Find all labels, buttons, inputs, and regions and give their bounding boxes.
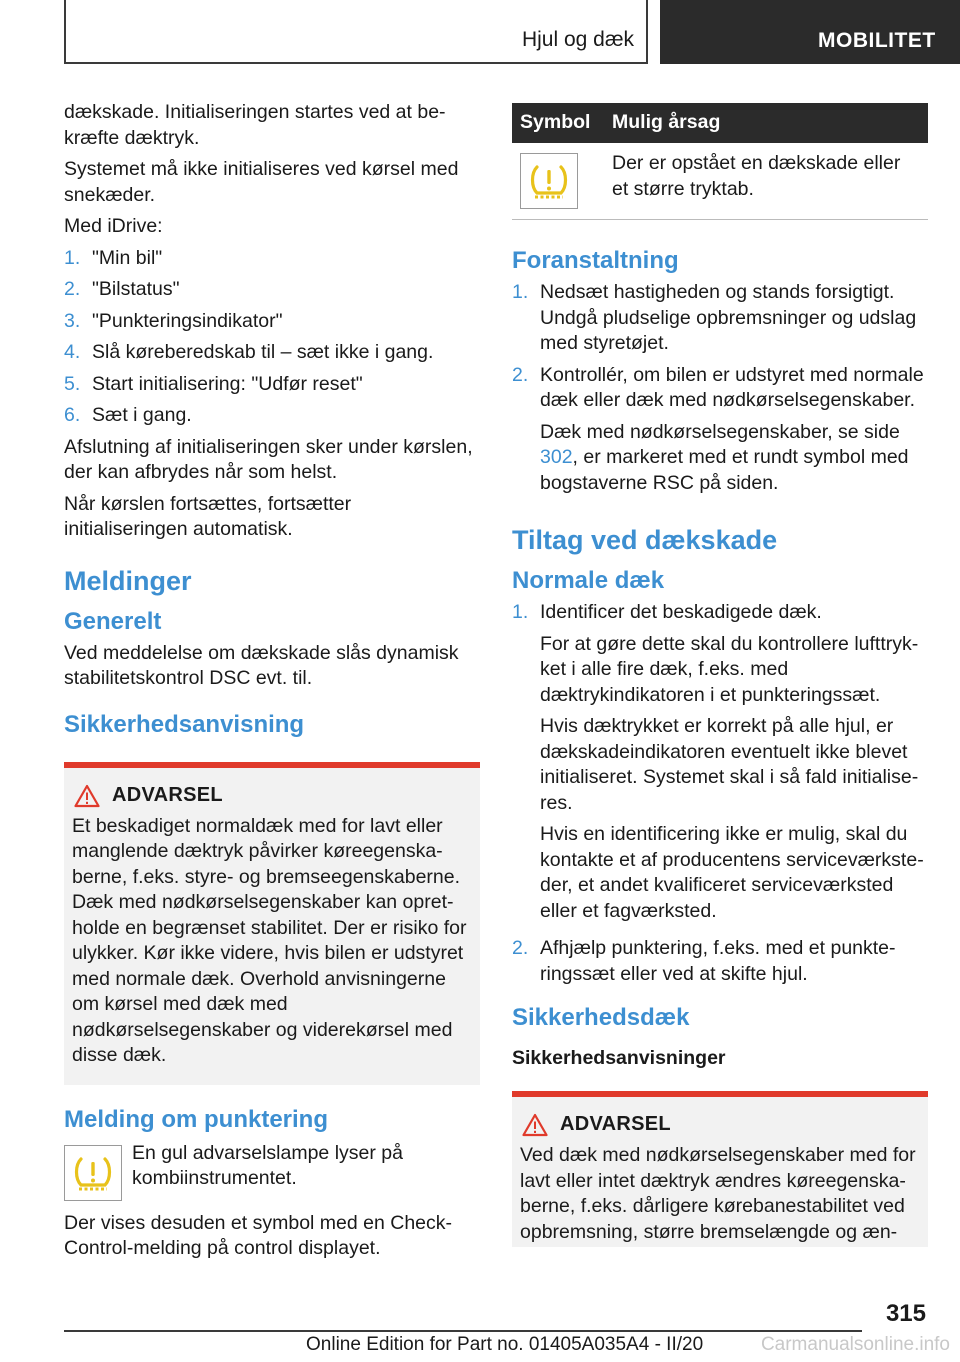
list-item bbox=[64, 277, 480, 303]
subtext-part: , er markeret med et rundt symbol med bogstaverne RSC på siden. bbox=[540, 446, 909, 494]
lamp-message-row bbox=[64, 1141, 480, 1201]
list-item bbox=[512, 280, 928, 357]
footer-edition: Online Edition for Part no. 01405A035A4 - II/20 bbox=[306, 1334, 704, 1355]
list-text: Identificer det beskadigede dæk. bbox=[540, 601, 822, 623]
table-cell-symbol bbox=[512, 143, 604, 220]
warning-text: Ved dæk med nødkørselsegenskaber med for lavt eller intet dæktryk ændres køreegenskaberne, f.eks. dårligere kørebanestabilitet ved opbremsning, større bremselængde og æn- bbox=[520, 1144, 916, 1243]
heading-meldinger: Meldinger bbox=[64, 565, 192, 596]
warning-triangle-icon bbox=[72, 782, 112, 810]
list-item bbox=[512, 936, 928, 987]
header-chapter-title: MOBILITET bbox=[818, 29, 936, 52]
warning-title: ADVARSEL bbox=[112, 783, 223, 806]
list-text-block bbox=[540, 600, 928, 930]
list-text: Afhjælp punktering, f.eks. med et punkteringssæt eller ved at skifte hjul. bbox=[540, 937, 896, 985]
list-text: Start initialisering: "Udfør reset" bbox=[92, 372, 363, 395]
subtext-part: Dæk med nødkørselsegenskaber, se side bbox=[540, 420, 900, 443]
warning-box bbox=[512, 1091, 928, 1247]
heading-tiltag-ved-daekskade: Tiltag ved dækskade bbox=[512, 525, 778, 555]
tpms-warning-lamp-icon bbox=[520, 153, 578, 209]
list-number: 4. bbox=[64, 341, 81, 363]
list-item bbox=[64, 403, 480, 429]
right-column bbox=[512, 103, 928, 1265]
list-text: Kontrollér, om bilen er udstyret med normale dæk eller dæk med nødkørselsegenskaber. bbox=[540, 363, 924, 411]
list-item bbox=[64, 246, 480, 272]
heading-sikkerhedsanvisninger: Sikkerhedsanvisninger bbox=[512, 1047, 726, 1069]
list-item bbox=[512, 600, 928, 930]
measures-list bbox=[512, 280, 928, 502]
list-number: 2. bbox=[64, 278, 81, 300]
list-item bbox=[512, 363, 928, 503]
left-column bbox=[64, 100, 480, 1268]
list-number: 1. bbox=[512, 281, 529, 303]
list-number: 1. bbox=[512, 601, 529, 623]
list-text: "Bilstatus" bbox=[92, 278, 180, 300]
list-text: Sæt i gang. bbox=[92, 404, 192, 426]
paragraph: En gul advarselslampe lyser på kombiinstrumentet. bbox=[132, 1141, 403, 1189]
page-reference-link[interactable]: 302 bbox=[540, 446, 573, 468]
heading-generelt: Generelt bbox=[64, 607, 162, 635]
warning-text: Et beskadiget normaldæk med for lavt eller manglende dæktryk påvirker køreegenskaberne, f.eks. styre- og bremseegenskaberne. Dæk med nødkørselsegenskaber kan opretholde en begrænset stabilitet. Der er risiko for ulykker. Kør ikke videre, hvis bilen er udstyret med normale dæk. Overhold anvisningerne om kørsel med dæk med nødkørselsegenskaber og viderekørsel med disse dæk. bbox=[72, 814, 467, 1066]
warning-header bbox=[520, 1111, 920, 1139]
warning-box bbox=[64, 762, 480, 1085]
list-subtext: For at gøre dette skal du kontrollere lufttrykket i alle fire dæk, f.eks. med dæktrykindikatoren i et punkteringssæt. bbox=[540, 632, 919, 706]
list-item bbox=[64, 309, 480, 335]
idrive-steps-list bbox=[64, 246, 480, 429]
table-row bbox=[512, 143, 928, 220]
footer-divider bbox=[64, 1330, 862, 1332]
heading-normale-daek: Normale dæk bbox=[512, 567, 665, 594]
list-text-block bbox=[540, 363, 928, 503]
paragraph: Der vises desuden et symbol med en Check-Control-melding på control displayet. bbox=[64, 1211, 453, 1259]
list-number: 6. bbox=[64, 404, 81, 426]
header-section-box bbox=[64, 0, 648, 64]
paragraph: Systemet må ikke initialiseres ved kørsel med snekæder. bbox=[64, 158, 459, 206]
normal-tyre-steps bbox=[512, 600, 928, 987]
list-text: Nedsæt hastigheden og stands forsigtigt. Undgå pludselige opbremsninger og udslag med styretøjet. bbox=[540, 281, 917, 354]
list-text: "Min bil" bbox=[92, 246, 163, 269]
list-subtext: Hvis en identificering ikke er mulig, skal du kontakte et af producentens serviceværksteder, et andet kvalificeret serviceværksted eller et fagværksted. bbox=[540, 823, 924, 922]
list-subtext bbox=[540, 420, 928, 497]
tpms-warning-lamp-icon bbox=[64, 1145, 122, 1201]
paragraph: Afslutning af initialiseringen sker under kørslen, der kan afbrydes når som helst. bbox=[64, 435, 473, 483]
paragraph: dækskade. Initialiseringen startes ved at bekræfte dæktryk. bbox=[64, 101, 446, 149]
paragraph: Ved meddelelse om dækskade slås dynamisk stabilitetskontrol DSC evt. til. bbox=[64, 641, 459, 689]
list-number: 2. bbox=[512, 937, 529, 959]
list-number: 3. bbox=[64, 309, 81, 332]
list-text: Slå køreberedskab til – sæt ikke i gang. bbox=[92, 341, 434, 363]
paragraph: Med iDrive: bbox=[64, 215, 163, 237]
table-header-cause: Mulig årsag bbox=[604, 103, 928, 143]
list-item bbox=[64, 372, 480, 398]
list-item bbox=[64, 340, 480, 366]
heading-foranstaltning: Foranstaltning bbox=[512, 247, 679, 274]
list-number: 2. bbox=[512, 363, 529, 386]
heading-sikkerhedsdaek: Sikkerhedsdæk bbox=[512, 1004, 690, 1031]
list-text: "Punkteringsindikator" bbox=[92, 309, 283, 332]
warning-triangle-icon bbox=[520, 1111, 560, 1139]
table-cell-cause: Der er opstået en dækskade eller et større tryktab. bbox=[604, 143, 928, 220]
table-header-row bbox=[512, 103, 928, 143]
warning-header bbox=[72, 782, 472, 810]
heading-melding-om-punktering: Melding om punktering bbox=[64, 1105, 328, 1133]
paragraph: Når kørslen fortsættes, fortsætter initialiseringen automatisk. bbox=[64, 492, 352, 540]
page-number: 315 bbox=[885, 1300, 926, 1327]
footer-watermark: Carmanualsonline.info bbox=[760, 1334, 950, 1355]
header-chapter-box bbox=[660, 0, 960, 64]
list-number: 5. bbox=[64, 372, 81, 395]
header-section-title: Hjul og dæk bbox=[521, 28, 634, 51]
heading-sikkerhedsanvisning: Sikkerhedsanvisning bbox=[64, 710, 305, 738]
list-number: 1. bbox=[64, 246, 81, 269]
symbol-table bbox=[512, 103, 928, 220]
warning-title: ADVARSEL bbox=[560, 1113, 671, 1136]
table-header-symbol: Symbol bbox=[512, 103, 604, 143]
list-subtext: Hvis dæktrykket er korrekt på alle hjul, er dækskadeindikatoren eventuelt ikke blevet initialiseret. Systemet skal i så fald initialiseres. bbox=[540, 715, 919, 814]
